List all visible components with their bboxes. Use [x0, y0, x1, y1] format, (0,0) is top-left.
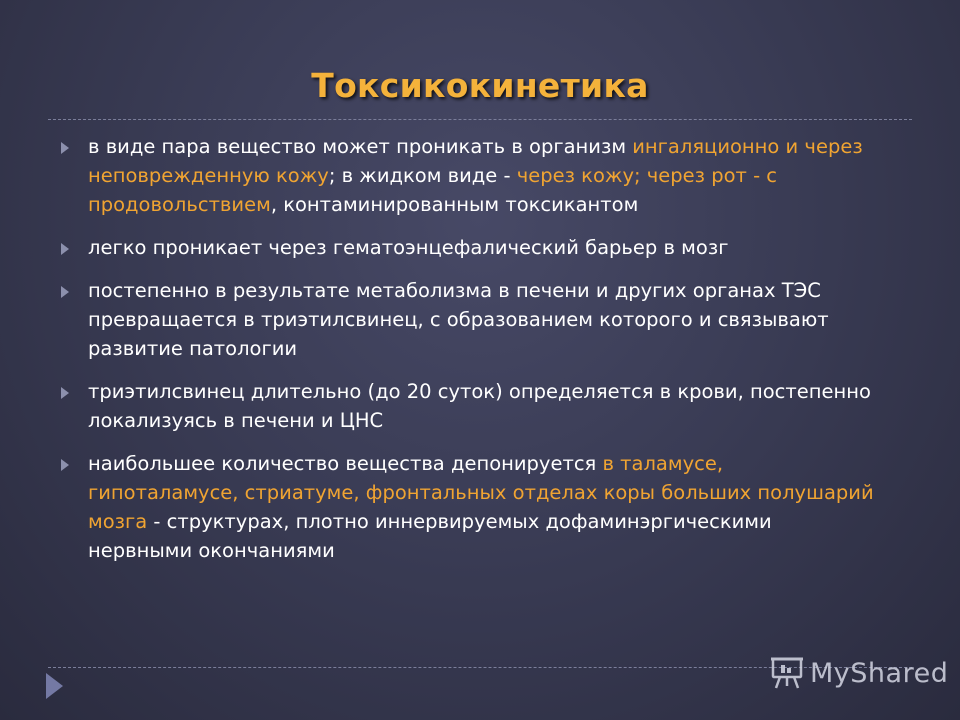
watermark-text: MyShared: [810, 657, 949, 689]
presentation-board-icon: [770, 655, 804, 691]
bullet-arrow-icon: [61, 387, 69, 399]
highlighted-text: в таламусе, гипоталамусе, стриатуме, фронтальных отделах коры больших полушарий мозга: [88, 452, 874, 533]
bullet-text: наибольшее количество вещества депонируется: [88, 452, 603, 475]
bullet-text: - структурах, плотно иннервируемых дофаминэргическими нервными окончаниями: [88, 510, 772, 562]
bullet-text: в виде пара вещество может проникать в организм: [88, 135, 633, 158]
highlighted-text: ингаляционно и через неповрежденную кожу: [88, 135, 863, 187]
bullet-list: [58, 132, 878, 579]
slide-title: Токсикокинетика: [311, 66, 649, 105]
bullet-item: [58, 449, 878, 565]
bullet-item: [58, 276, 878, 363]
bullet-item: [58, 377, 878, 435]
watermark-logo: [770, 653, 948, 693]
bullet-text: постепенно в результате метаболизма в печени и других органах ТЭС превращается в триэтилсвинец, с образованием которого и связывают развитие патологии: [88, 279, 829, 360]
bullet-arrow-icon: [61, 459, 69, 471]
bullet-text: , контаминированным токсикантом: [270, 193, 639, 216]
bullet-text: триэтилсвинец длительно (до 20 суток) определяется в крови, постепенно локализуясь в печени и ЦНС: [88, 380, 871, 432]
bullet-text: легко проникает через гематоэнцефалический барьер в мозг: [88, 236, 729, 259]
next-slide-arrow-icon[interactable]: [46, 673, 63, 699]
bullet-item: [58, 132, 878, 219]
bullet-text: ; в жидком виде -: [328, 164, 517, 187]
bullet-arrow-icon: [61, 286, 69, 298]
title-divider: [48, 119, 912, 120]
bullet-item: [58, 233, 878, 262]
bullet-arrow-icon: [61, 142, 69, 154]
bullet-arrow-icon: [61, 243, 69, 255]
highlighted-text: через кожу; через рот - с продовольствием: [88, 164, 778, 216]
